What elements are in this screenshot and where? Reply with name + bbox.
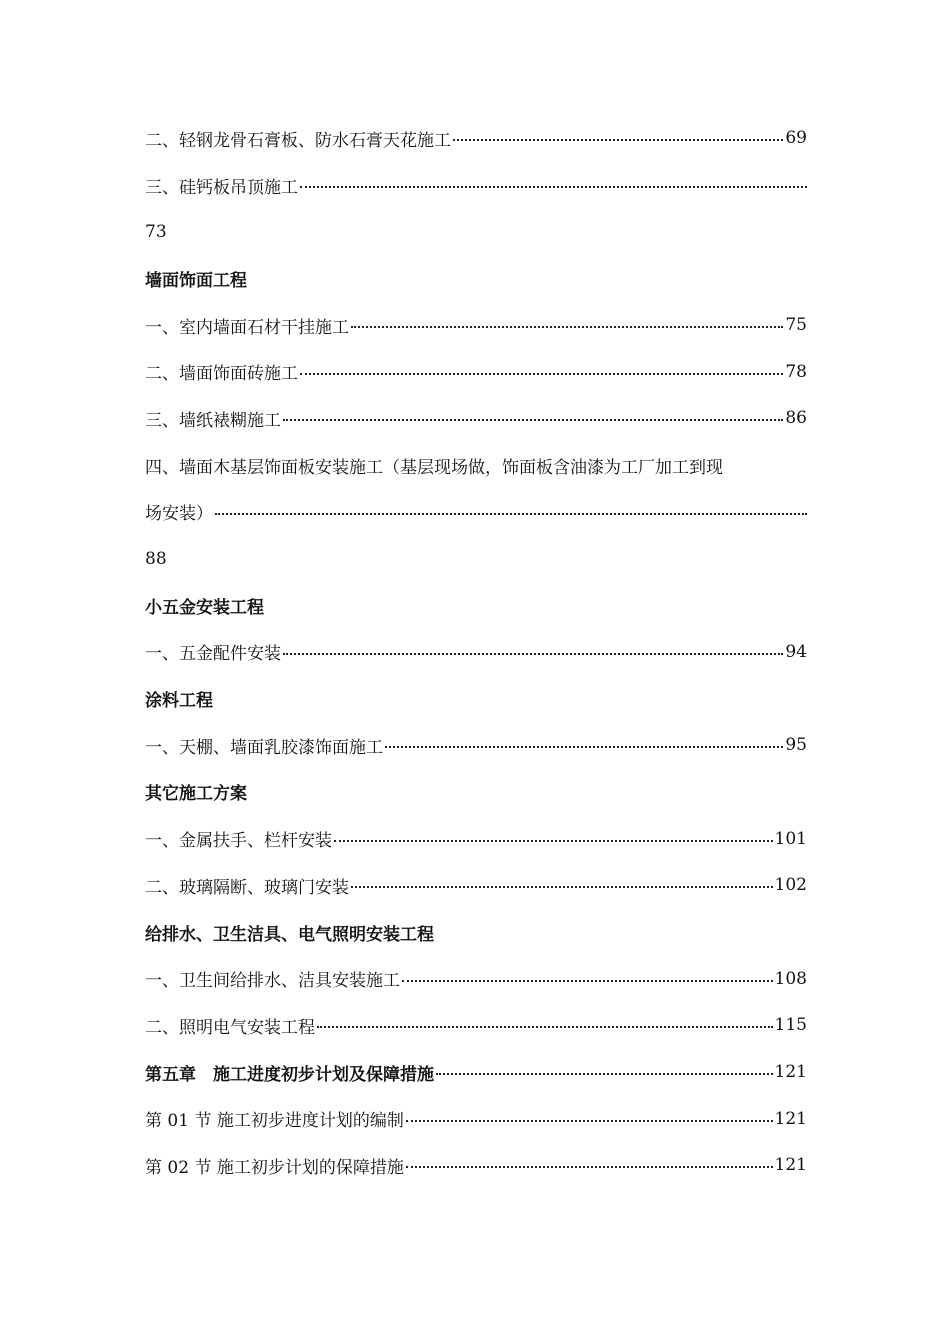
toc-entry[interactable] bbox=[145, 1142, 807, 1189]
dot-leader bbox=[436, 1073, 773, 1075]
toc-entry-line bbox=[145, 1060, 807, 1085]
section-heading bbox=[145, 582, 807, 629]
toc-page-number-wrapped bbox=[145, 208, 807, 255]
toc-entry[interactable] bbox=[145, 162, 807, 209]
section-heading-text: 墙面饰面工程 bbox=[145, 270, 247, 291]
toc-entry-label: 第 02 节 施工初步计划的保障措施 bbox=[145, 1157, 404, 1178]
toc-entry-line bbox=[145, 966, 807, 991]
toc-entry-label: 一、天棚、墙面乳胶漆饰面施工 bbox=[145, 737, 383, 758]
toc-entry-line bbox=[145, 733, 807, 758]
toc-entry-label: 一、卫生间给排水、洁具安装施工 bbox=[145, 971, 400, 992]
section-heading bbox=[145, 255, 807, 302]
toc-page-number: 121 bbox=[774, 1062, 807, 1083]
toc-page-number: 86 bbox=[785, 408, 807, 429]
toc-entry-label: 二、玻璃隔断、玻璃门安装 bbox=[145, 877, 349, 898]
toc-entry-line bbox=[145, 1153, 807, 1178]
dot-leader bbox=[300, 373, 783, 375]
toc-entry-label: 二、轻钢龙骨石膏板、防水石膏天花施工 bbox=[145, 130, 451, 151]
toc-entry-line bbox=[145, 639, 807, 664]
toc-entry[interactable] bbox=[145, 302, 807, 349]
toc-entry-label: 二、墙面饰面砖施工 bbox=[145, 364, 298, 385]
dot-leader bbox=[215, 513, 807, 515]
table-of-contents bbox=[145, 115, 807, 1189]
dot-leader bbox=[351, 886, 773, 888]
dot-leader bbox=[300, 186, 807, 188]
toc-entry-label: 第五章 施工进度初步计划及保障措施 bbox=[145, 1064, 434, 1085]
toc-page-number: 94 bbox=[785, 641, 807, 662]
toc-entry[interactable] bbox=[145, 629, 807, 676]
toc-entry-continued[interactable] bbox=[145, 489, 807, 536]
dot-leader bbox=[317, 1026, 773, 1028]
toc-entry-label: 第 01 节 施工初步进度计划的编制 bbox=[145, 1111, 404, 1132]
toc-page-number: 101 bbox=[774, 828, 807, 849]
toc-entry[interactable] bbox=[145, 1002, 807, 1049]
toc-entry-line bbox=[145, 1106, 807, 1131]
toc-entry-line bbox=[145, 1013, 807, 1038]
toc-page-number: 75 bbox=[785, 315, 807, 336]
toc-page-number: 108 bbox=[774, 968, 807, 989]
section-heading bbox=[145, 769, 807, 816]
toc-entry-line bbox=[145, 173, 807, 198]
section-heading-text: 小五金安装工程 bbox=[145, 597, 264, 618]
section-heading-text: 其它施工方案 bbox=[145, 784, 247, 805]
section-heading bbox=[145, 909, 807, 956]
dot-leader bbox=[453, 139, 783, 141]
toc-entry[interactable] bbox=[145, 815, 807, 862]
toc-entry-line bbox=[145, 406, 807, 431]
toc-chapter-entry[interactable] bbox=[145, 1049, 807, 1096]
toc-entry-line bbox=[145, 873, 807, 898]
section-heading-text: 涂料工程 bbox=[145, 691, 213, 712]
toc-entry-label: 三、墙纸裱糊施工 bbox=[145, 410, 281, 431]
dot-leader bbox=[402, 980, 773, 982]
toc-page-number-wrapped bbox=[145, 535, 807, 582]
toc-page-number: 78 bbox=[785, 361, 807, 382]
dot-leader bbox=[283, 419, 783, 421]
toc-page-number: 121 bbox=[774, 1108, 807, 1129]
toc-entry-label: 一、室内墙面石材干挂施工 bbox=[145, 317, 349, 338]
toc-entry-label: 场安装） bbox=[145, 504, 213, 525]
section-heading-text: 给排水、卫生洁具、电气照明安装工程 bbox=[145, 924, 434, 945]
toc-entry-line bbox=[145, 826, 807, 851]
toc-page-number: 102 bbox=[774, 875, 807, 896]
dot-leader bbox=[334, 840, 773, 842]
toc-page-number: 69 bbox=[785, 128, 807, 149]
toc-entry-line bbox=[145, 499, 807, 524]
toc-page-number: 121 bbox=[774, 1155, 807, 1176]
section-heading bbox=[145, 675, 807, 722]
toc-entry-label: 二、照明电气安装工程 bbox=[145, 1017, 315, 1038]
toc-entry-line bbox=[145, 359, 807, 384]
toc-entry[interactable] bbox=[145, 395, 807, 442]
toc-entry[interactable] bbox=[145, 115, 807, 162]
toc-entry-line bbox=[145, 126, 807, 151]
toc-entry[interactable] bbox=[145, 955, 807, 1002]
toc-entry[interactable] bbox=[145, 348, 807, 395]
dot-leader bbox=[351, 326, 783, 328]
dot-leader bbox=[385, 746, 783, 748]
toc-page-number: 88 bbox=[145, 548, 167, 569]
toc-entry-label: 一、金属扶手、栏杆安装 bbox=[145, 831, 332, 852]
dot-leader bbox=[283, 653, 783, 655]
toc-entry-label: 一、五金配件安装 bbox=[145, 644, 281, 665]
dot-leader bbox=[406, 1166, 773, 1168]
toc-page-number: 73 bbox=[145, 221, 167, 242]
toc-page-number: 95 bbox=[785, 735, 807, 756]
toc-entry[interactable] bbox=[145, 442, 807, 489]
toc-entry-line bbox=[145, 313, 807, 338]
toc-page-number: 115 bbox=[774, 1015, 807, 1036]
toc-entry[interactable] bbox=[145, 862, 807, 909]
toc-entry[interactable] bbox=[145, 1095, 807, 1142]
toc-entry-label: 四、墙面木基层饰面板安装施工（基层现场做，饰面板含油漆为工厂加工到现 bbox=[145, 457, 723, 478]
toc-entry-label: 三、硅钙板吊顶施工 bbox=[145, 177, 298, 198]
toc-entry[interactable] bbox=[145, 722, 807, 769]
dot-leader bbox=[406, 1120, 773, 1122]
